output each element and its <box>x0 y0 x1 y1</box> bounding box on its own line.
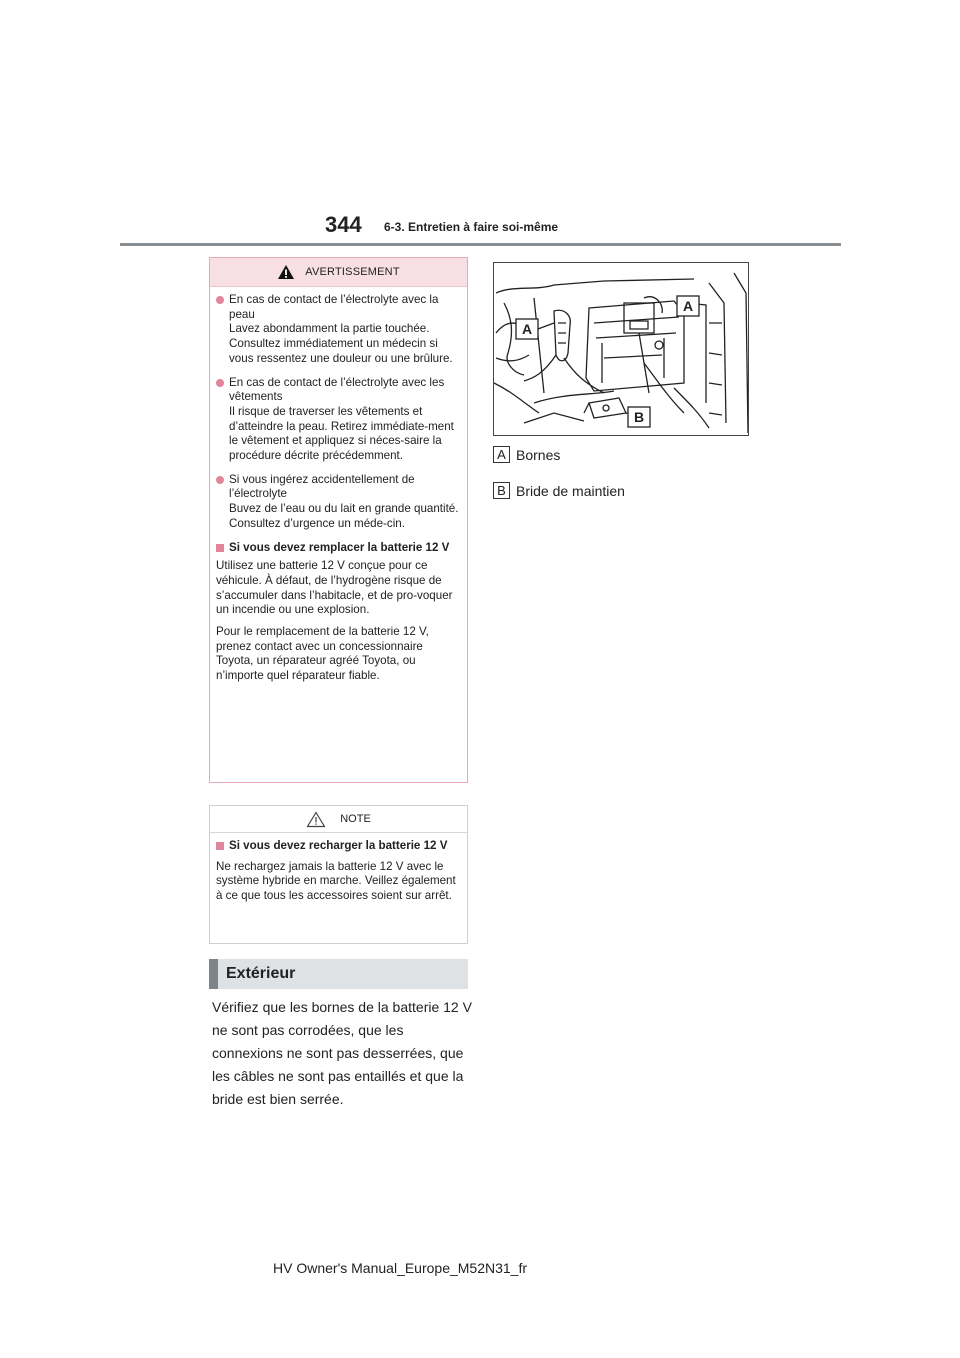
warning-item-text: Lavez abondamment la partie touchée. Consultez immédiatement un médecin si vous ressentez une douleur ou une brûlure. <box>229 322 453 365</box>
warning-body <box>210 287 467 684</box>
battery-line-drawing <box>494 263 749 436</box>
replace-battery-para: Utilisez une batterie 12 V conçue pour ce véhicule. À défaut, de l’hydrogène risque de s’accumuler dans l’habitacle, et de pro-voquer un incendie ou une explosion. <box>216 559 453 617</box>
bullet-dot-icon <box>216 379 224 387</box>
warning-header <box>210 258 467 287</box>
header-divider <box>120 243 841 246</box>
recharge-battery-text: Ne rechargez jamais la batterie 12 V avec le système hybride en marche. Veillez également à ce que tous les accessoires soient sur arrêt. <box>216 859 456 903</box>
warning-item <box>216 293 461 367</box>
legend-text: Bornes <box>516 446 561 463</box>
note-body <box>210 833 467 904</box>
exterior-heading <box>209 959 468 989</box>
note-box <box>209 805 468 944</box>
legend-letter: A <box>493 446 510 463</box>
warning-subheading <box>216 541 461 556</box>
bullet-square-icon <box>216 842 224 850</box>
exterior-body-text: Vérifiez que les bornes de la batterie 12 V ne sont pas corrodées, que les connexions ne sont pas desserrées, que les câbles ne sont pas entaillés et que la bride est bien serrée. <box>212 999 472 1107</box>
heading-accent-bar <box>209 959 218 989</box>
bullet-square-icon <box>216 544 224 552</box>
warning-box <box>209 257 468 783</box>
battery-illustration <box>493 262 749 436</box>
legend-letter: B <box>493 482 510 499</box>
section-title: 6-3. Entretien à faire soi-même <box>384 220 559 234</box>
warning-triangle-icon <box>277 264 295 280</box>
warning-item <box>216 376 461 464</box>
note-header <box>210 806 467 833</box>
legend-text: Bride de maintien <box>516 482 625 499</box>
warning-item-title: En cas de contact de l’électrolyte avec la peau <box>229 293 439 321</box>
legend-item-bride <box>493 482 625 499</box>
bullet-dot-icon <box>216 296 224 304</box>
recharge-battery-title: Si vous devez recharger la batterie 12 V <box>229 839 448 852</box>
warning-title: AVERTISSEMENT <box>305 266 400 278</box>
warning-item-text: Il risque de traverser les vêtements et d’atteindre la peau. Retirez immédiate-ment le vêtement et appliquez si néces-saire la procédure décrite précédemment. <box>229 404 454 463</box>
warning-item <box>216 473 461 532</box>
warning-item-text: Buvez de l’eau ou du lait en grande quantité. Consultez d’urgence un méde-cin. <box>229 502 459 530</box>
label-a-left: A <box>521 321 533 337</box>
legend-item-bornes <box>493 446 560 463</box>
warning-item-title: En cas de contact de l’électrolyte avec les vêtements <box>229 375 445 404</box>
page-number: 344 <box>325 212 362 237</box>
replace-battery-para: Pour le remplacement de la batterie 12 V, prenez contact avec un concessionnaire Toyota, un réparateur agréé Toyota, ou n’importe quel réparateur fiable. <box>216 625 429 683</box>
note-title: NOTE <box>340 813 371 825</box>
replace-battery-title: Si vous devez remplacer la batterie 12 V <box>229 540 450 554</box>
exterior-heading-label: Extérieur <box>226 965 296 982</box>
footer-manual-id: HV Owner's Manual_Europe_M52N31_fr <box>273 1260 528 1276</box>
note-subheading <box>216 839 461 854</box>
warning-item-title: Si vous ingérez accidentellement de l’électrolyte <box>229 472 415 501</box>
label-b: B <box>633 409 645 425</box>
label-a-right: A <box>682 298 694 314</box>
bullet-dot-icon <box>216 476 224 484</box>
caution-triangle-icon <box>306 811 326 828</box>
